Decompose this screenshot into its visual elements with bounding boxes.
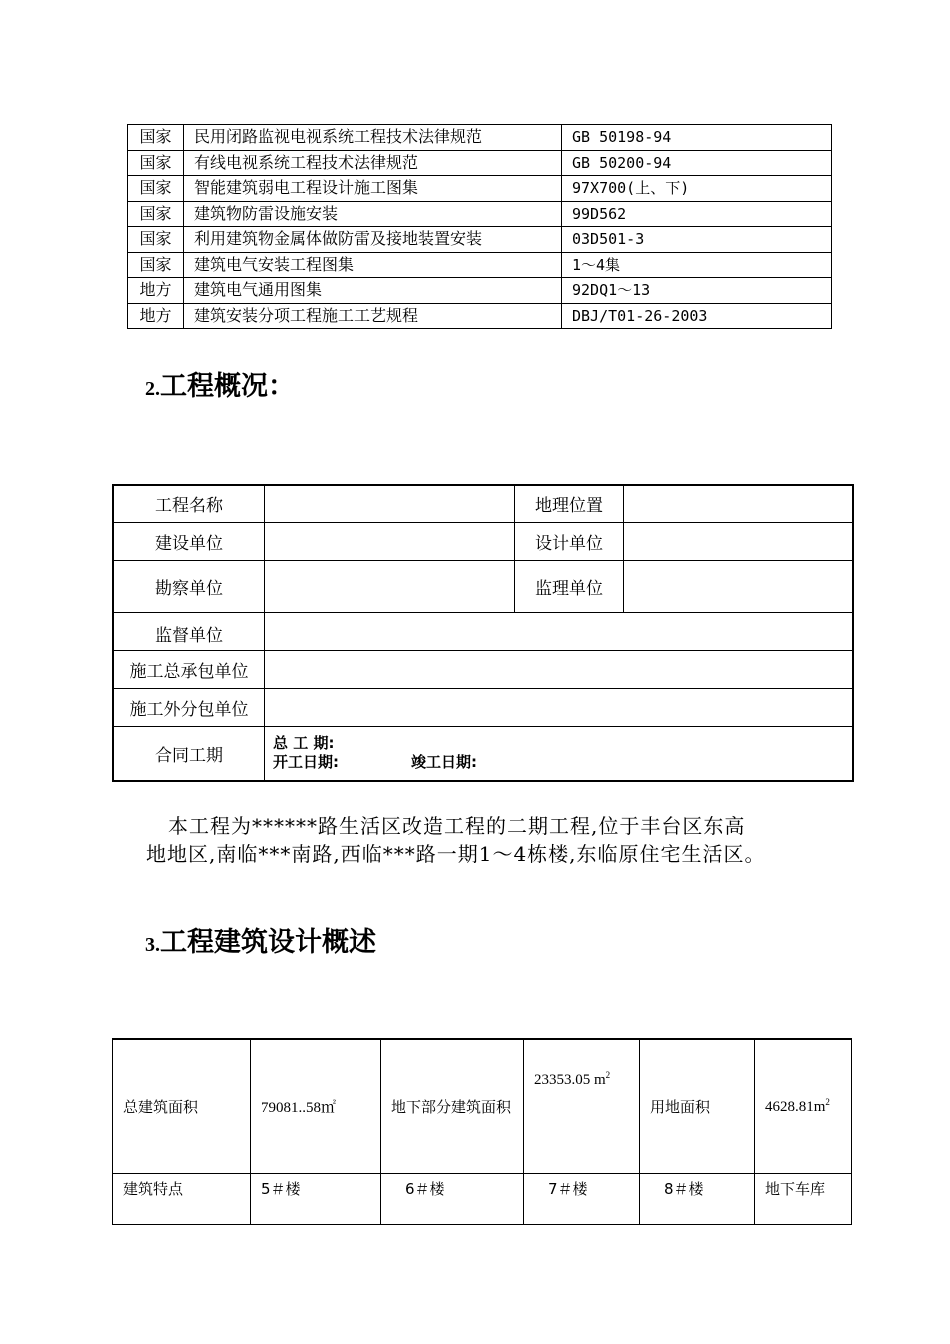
- standard-name: 智能建筑弱电工程设计施工图集: [184, 176, 562, 202]
- section-3-heading: [145, 920, 376, 959]
- standard-name: 建筑物防雷设施安装: [184, 201, 562, 227]
- building-7: 7＃楼: [524, 1174, 640, 1225]
- standard-row: [128, 201, 832, 227]
- standard-row: [128, 227, 832, 253]
- project-name-label: 工程名称: [113, 485, 265, 522]
- underground-area-value: [524, 1039, 640, 1174]
- end-date-label: 竣工日期:: [411, 753, 477, 772]
- subcontractor-value: [265, 688, 854, 726]
- standard-row: [128, 125, 832, 151]
- standards-table: [127, 124, 832, 329]
- total-area-label: 总建筑面积: [113, 1039, 251, 1174]
- general-contractor-label: 施工总承包单位: [113, 650, 265, 688]
- standard-code: 03D501-3: [562, 227, 832, 253]
- standard-level: 国家: [128, 227, 184, 253]
- standard-row: [128, 176, 832, 202]
- standard-level: 国家: [128, 252, 184, 278]
- standard-code: GB 50198-94: [562, 125, 832, 151]
- underground-area-label: 地下部分建筑面积: [381, 1039, 524, 1174]
- project-description: [146, 812, 846, 868]
- standard-name: 利用建筑物金属体做防雷及接地装置安装: [184, 227, 562, 253]
- features-label: 建筑特点: [113, 1174, 251, 1225]
- contract-period-label: 合同工期: [113, 726, 265, 781]
- section-3-number: 3.: [145, 934, 160, 956]
- location-value: [624, 485, 854, 522]
- standard-name: 有线电视系统工程技术法律规范: [184, 150, 562, 176]
- underground-garage: 地下车库: [755, 1174, 852, 1225]
- location-label: 地理位置: [515, 485, 624, 522]
- standard-name: 建筑电气通用图集: [184, 278, 562, 304]
- section-3-title: 工程建筑设计概述: [160, 927, 376, 958]
- land-area-unit-sup: 2: [825, 1097, 830, 1107]
- oversight-value: [265, 612, 854, 650]
- oversight-label: 监督单位: [113, 612, 265, 650]
- underground-area-unit-sup: 2: [605, 1070, 611, 1080]
- land-area-number: 4628.81m: [765, 1099, 826, 1115]
- project-name-value: [265, 485, 515, 522]
- description-line-1: 本工程为******路生活区改造工程的二期工程,位于丰台区东高: [168, 814, 746, 838]
- standard-code: 97X700(上、下): [562, 176, 832, 202]
- builder-value: [265, 522, 515, 560]
- land-area-value: [755, 1039, 852, 1174]
- building-5: 5＃楼: [251, 1174, 381, 1225]
- land-area-label: 用地面积: [640, 1039, 755, 1174]
- standard-level: 国家: [128, 201, 184, 227]
- building-8: 8＃楼: [640, 1174, 755, 1225]
- standard-row: [128, 303, 832, 329]
- standard-level: 国家: [128, 125, 184, 151]
- section-2-title: 工程概况：: [160, 371, 295, 402]
- section-2-number: 2.: [145, 378, 160, 400]
- standard-name: 民用闭路监视电视系统工程技术法律规范: [184, 125, 562, 151]
- standard-name: 建筑安装分项工程施工工艺规程: [184, 303, 562, 329]
- designer-label: 设计单位: [515, 522, 624, 560]
- standard-code: 92DQ1～13: [562, 278, 832, 304]
- surveyor-label: 勘察单位: [113, 560, 265, 612]
- supervisor-label: 监理单位: [515, 560, 624, 612]
- standard-level: 国家: [128, 150, 184, 176]
- section-2-heading: [145, 364, 295, 403]
- description-line-2: 地地区,南临***南路,西临***路一期1～4栋楼,东临原住宅生活区。: [146, 842, 766, 866]
- surveyor-value: [265, 560, 515, 612]
- standard-level: 国家: [128, 176, 184, 202]
- contract-period-value: [265, 726, 854, 781]
- standard-name: 建筑电气安装工程图集: [184, 252, 562, 278]
- standard-row: [128, 278, 832, 304]
- standard-code: DBJ/T01-26-2003: [562, 303, 832, 329]
- supervisor-value: [624, 560, 854, 612]
- total-area-value: 79081..58㎡: [251, 1039, 381, 1174]
- standard-code: 1～4集: [562, 252, 832, 278]
- standard-row: [128, 150, 832, 176]
- standard-level: 地方: [128, 303, 184, 329]
- standard-level: 地方: [128, 278, 184, 304]
- design-summary-table: [112, 1038, 852, 1225]
- general-contractor-value: [265, 650, 854, 688]
- project-overview-table: [112, 484, 854, 782]
- total-period: 总 工 期:: [273, 734, 335, 753]
- designer-value: [624, 522, 854, 560]
- building-6: 6＃楼: [381, 1174, 524, 1225]
- standard-row: [128, 252, 832, 278]
- subcontractor-label: 施工外分包单位: [113, 688, 265, 726]
- underground-area-number: 23353.05 m: [534, 1072, 606, 1088]
- start-date-label: 开工日期:: [273, 753, 339, 772]
- standard-code: GB 50200-94: [562, 150, 832, 176]
- builder-label: 建设单位: [113, 522, 265, 560]
- standard-code: 99D562: [562, 201, 832, 227]
